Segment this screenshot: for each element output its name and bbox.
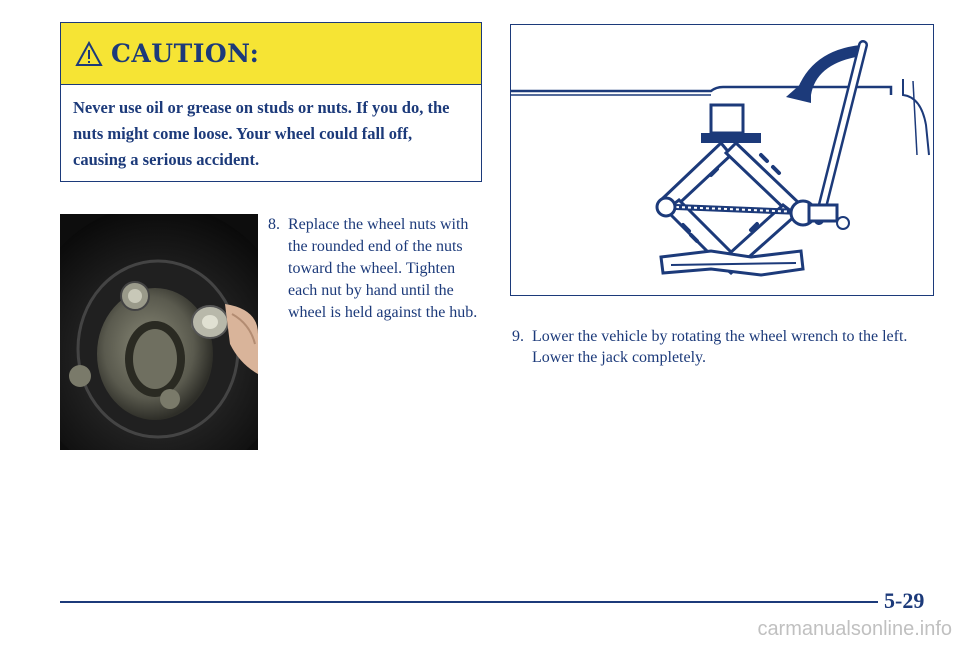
step-9 <box>512 326 942 368</box>
step-text: Replace the wheel nuts with the rounded end of the nuts toward the wheel. Tighten each nut by hand until the wheel is held against the hub. <box>288 216 478 321</box>
step-text: Lower the vehicle by rotating the wheel wrench to the left. Lower the jack completely. <box>532 328 908 366</box>
caution-text: Never use oil or grease on studs or nuts. If you do, the nuts might come loose. Your wheel could fall off, causing a serious accident. <box>73 98 450 169</box>
scissor-jack-illustration <box>510 24 934 296</box>
watermark: carmanualsonline.info <box>757 618 952 640</box>
jack-drawing <box>511 25 934 296</box>
step-number: 9. <box>512 328 524 345</box>
page-number: 5-29 <box>884 588 925 613</box>
caution-header <box>61 23 481 85</box>
caution-title: CAUTION: <box>111 39 260 68</box>
step-number: 8. <box>268 216 280 233</box>
wheel-hub-illustration <box>60 214 258 450</box>
footer-rule <box>60 601 878 603</box>
caution-box <box>60 22 482 182</box>
step-8 <box>268 214 480 324</box>
wheel-hub-photo <box>60 214 258 450</box>
warning-triangle-icon <box>75 41 103 67</box>
